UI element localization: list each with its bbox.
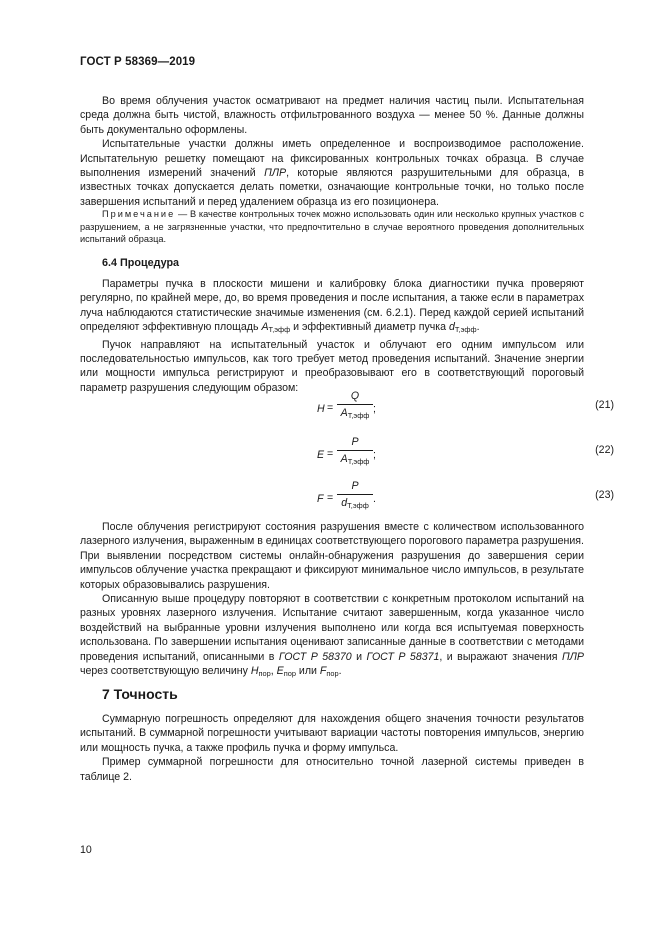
formula-23: F = P $d_{Т,эфф}$ . — [317, 480, 376, 510]
standard-header: ГОСТ Р 58369—2019 — [80, 56, 196, 68]
equation-number-21: (21) — [595, 399, 614, 411]
paragraph-dust-inspection: Во время облучения участок осматривают на предмет наличия частиц пыли. Испытательная среда должна быть чистой, влажность отфильтрованного воздуха — менее 50 %. Данные должны быть документально оформлены. — [80, 95, 584, 136]
section-6-4-title: 6.4 Процедура — [102, 257, 180, 269]
equation-number-23: (23) — [595, 489, 614, 501]
paragraph-procedure-repeat: Описанную выше процедуру повторяют в соответствии с конкретным протоколом испытаний на разных уровнях лазерного излучения. Испытание считают завершенным, когда указанное число воздействий на выбранные уровни излучения выполнено или когда вся испытуемая поверхность использована. По завершении испытания оценивают записанные данные в соответствии с методами проведения испытаний, описанными в ГОСТ Р 58370 и ГОСТ Р 58371, и выражают значения ПЛР через соответствующую величину $H_{пор}$, $E_{пор}$ или $F_{пор}$. — [80, 593, 584, 679]
paragraph-example-table: Пример суммарной погрешности для относительно точной лазерной системы приведен в таблице 2. — [80, 756, 584, 783]
paragraph-total-error: Суммарную погрешность определяют для нахождения общего значения точности результатов испытаний. В суммарной погрешности учитывают вариации частоты повторения импульсов, энергию или мощность пучка, а также профиль пучка и форму импульса. — [80, 713, 584, 754]
formula-21: H = Q $A_{Т,эфф}$ ; — [317, 390, 376, 420]
note-text: — В качестве контрольных точек можно использовать один или несколько крупных участков с разрушением, а не загрязненные участки, что предпочтительно в случае вероятного проведения дополнительных испытаний образца. — [80, 209, 584, 245]
fraction: P $A_{Т,эфф}$ — [337, 436, 373, 466]
note-block — [80, 208, 584, 246]
paragraph-beam-parameters: Параметры пучка в плоскости мишени и калибровку блока диагностики пучка проверяют регулярно, по крайней мере, до, во время проведения и после испытания, а также если в параметрах луча наблюдаются статистические значимые изменения (см. 6.2.1). Перед каждой серией испытаний определяют эффективную площадь $A_{Т,эфф}$ и эффективный диаметр пучка $d_{Т,эфф}$. — [80, 278, 584, 335]
ref-gost-58370: ГОСТ Р 58370 — [278, 650, 352, 663]
section-7-title: 7 Точность — [102, 686, 178, 702]
fraction: P $d_{Т,эфф}$ — [337, 480, 373, 510]
fraction-bar — [337, 404, 373, 405]
fraction: Q $A_{Т,эфф}$ — [337, 390, 373, 420]
intro-section — [80, 94, 584, 209]
term-plr: ПЛР — [264, 167, 287, 180]
equation-number-22: (22) — [595, 444, 614, 456]
fraction-bar — [337, 494, 373, 495]
accuracy-section — [80, 712, 584, 784]
paragraph-damage-registration: После облучения регистрируют состояния разрушения вместе с количеством использованного лазерного излучения, выраженным в единицах соответствующего порогового параметра разрушения. При выявлении посредством системы онлайн-обнаружения разрушения до завершения серии импульсов облучение участка прекращают и фиксируют минимальное число импульсов, в результате которых образовывались разрушения. — [80, 521, 584, 591]
ref-gost-58371: ГОСТ Р 58371 — [366, 650, 440, 663]
formula-22: E = P $A_{Т,эфф}$ ; — [317, 436, 376, 466]
note-label: Примечание — [102, 209, 176, 219]
fraction-bar — [337, 450, 373, 451]
page-number: 10 — [80, 844, 92, 856]
post-irradiation-section — [80, 520, 584, 681]
paragraph-pulse-direction: Пучок направляют на испытательный участок и облучают его одним импульсом или последовательностью импульсов, как того требует метод проведения испытаний. Значение энергии или мощности импульса регистрируют и преобразовывают его в соответствующий пороговый параметр разрушения следующим образом: — [80, 338, 584, 394]
procedure-section — [80, 277, 584, 395]
paragraph-test-sites: Испытательные участки должны иметь определенное и воспроизводимое расположение. Испытательную решетку помещают на фиксированных контрольных точках образца. В случае выполнения измерений значений ПЛР, которые являются разрушительными для образца, в известных точках допускается делать пометки, означающие контрольные точки, но только после завершения испытаний и перед удалением образца из его позиционера. — [80, 138, 584, 208]
